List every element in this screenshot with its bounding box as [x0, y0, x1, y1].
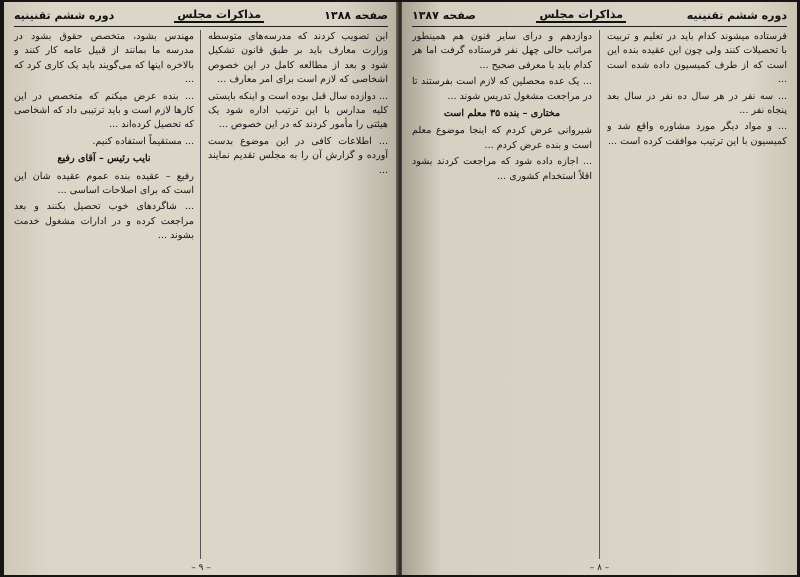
right-header-rule	[412, 26, 787, 27]
left-header-rule	[14, 26, 388, 27]
paragraph: ... اجازه داده شود که مراجعت کردند بشود اقلاً استخدام کشوری ...	[412, 156, 592, 182]
paragraph: ... سه نفر در هر سال ده نفر در سال بعد پنجاه نفر ...	[607, 90, 787, 117]
speaker-heading: نایب رئیس – آقای رفیع	[57, 153, 151, 165]
right-page-header	[412, 6, 787, 24]
scanned-book-spread	[4, 2, 797, 575]
left-section-title: مذاكرات مجلس	[174, 8, 264, 23]
paragraph: ... اطلاعات کافی در این موضوع بدست آورده و گزارش آن را به مجلس تقدیم نمایند ...	[208, 135, 388, 176]
left-page	[4, 2, 398, 575]
left-page-header	[14, 6, 388, 24]
paragraph: ... مستقیماً استفاده کنیم.	[92, 135, 194, 147]
left-column-divider	[200, 30, 201, 559]
right-page-number: صفحه ۱۳۸۷	[412, 8, 476, 22]
right-section-title: مذاكرات مجلس	[536, 8, 626, 23]
left-page-right-column	[208, 30, 388, 559]
left-session-label: دوره ششم تقنينيه	[14, 8, 115, 22]
paragraph: ... یک عده محصلین که لازم است بفرستند تا در مراجعت مشغول تدریس شوند ...	[412, 76, 592, 102]
paragraph: فرستاده میشوند کدام باید در تعلیم و تربیت با تحصیلات کنند ولی چون این عقیده بنده این است که از طرف کمیسیون داده شده است ...	[607, 31, 787, 86]
left-page-number: صفحه ۱۳۸۸	[324, 8, 388, 22]
left-page-footer: – ۹ –	[191, 563, 211, 573]
right-column-divider	[599, 30, 600, 559]
paragraph: ... شاگردهای خوب تحصیل بکنند و بعد مراجعت کرده و در ادارات مشغول خدمت بشوند ...	[14, 201, 194, 242]
paragraph: دوازدهم و درای سایر فنون هم همینطور مراتب حالی چهل نفر فرستاده گرفت اما هر کدام باید با معرفی صحیح ...	[412, 31, 592, 71]
paragraph: مهندس بشود، متخصص حقوق بشود در مدرسه ما بمانند از قبیل عامه کار کنند و بالاخره اینها که می‌گویند باید یک کاری کرد که ...	[14, 31, 194, 86]
speaker-heading: مختاری – بنده ۳۵ معلم است	[443, 108, 561, 120]
right-page	[402, 2, 797, 575]
paragraph: شیروانی عرض کردم که اینجا موضوع معلم است و بنده عرض کردم ...	[412, 125, 592, 151]
right-page-right-column	[607, 30, 787, 559]
right-page-footer: – ۸ –	[589, 563, 610, 573]
left-page-left-column	[14, 30, 194, 559]
right-session-label: دوره ششم تقنینیه	[686, 8, 787, 22]
paragraph: این تصویب کردند که مدرسه‌های متوسطه وزارت معارف باید بر طبق قانون تشکیل شود و بعد از مطالعه کامل در این خصوص اشخاصی که لازم است برای امر معارف ...	[208, 31, 388, 86]
paragraph: ... دوازده سال قبل بوده است و اینکه بایستی کلیه مدارس با این ترتیب اداره شود یک هیئتی را مأمور کردند که در این خصوص ...	[208, 90, 388, 131]
paragraph: رفیع – عقیده بنده عموم عقیده شان این است که برای اصلاحات اساسی ...	[14, 170, 194, 197]
paragraph: ... و مواد دیگر مورد مشاوره واقع شد و کمیسیون با این ترتیب موافقت کرده است ...	[607, 121, 787, 147]
right-page-left-column	[412, 30, 592, 559]
paragraph: ... بنده عرض میکنم که متخصص در این کارها لازم است و باید ترتیبی داد که اشخاصی که تحصیل کرده‌اند ...	[14, 90, 194, 131]
